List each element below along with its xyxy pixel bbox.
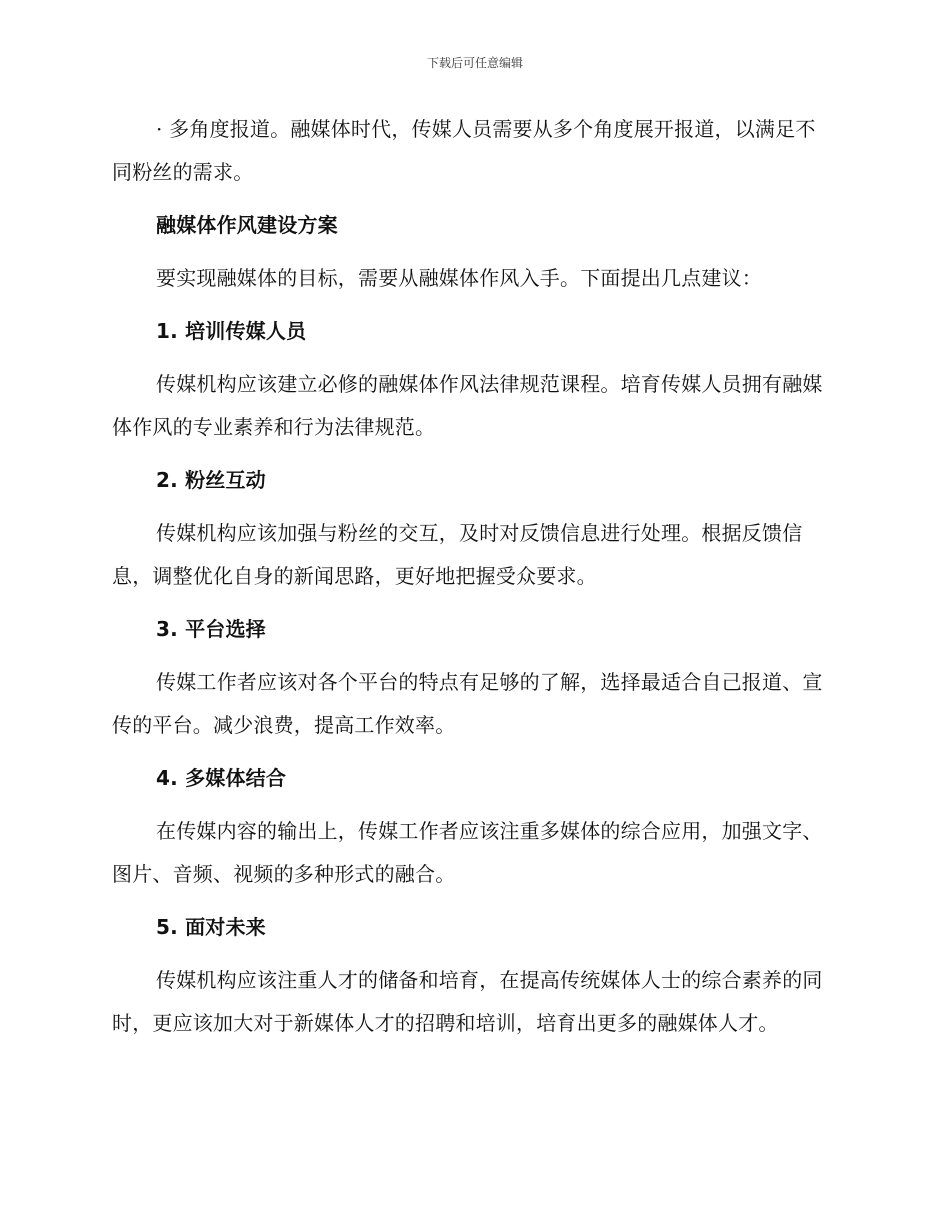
spacer bbox=[112, 949, 832, 959]
spacer bbox=[112, 598, 832, 608]
spacer bbox=[112, 800, 832, 810]
item-body-future: 传媒机构应该注重人才的储备和培育，在提高传统媒体人士的综合素养的同时，更应该加大对于新媒体人才的招聘和培训，培育出更多的融媒体人才。 bbox=[112, 968, 823, 1035]
item-body-fan-interaction: 传媒机构应该加强与粉丝的交互，及时对反馈信息进行处理。根据反馈信息，调整优化自身的新闻思路，更好地把握受众要求。 bbox=[112, 521, 803, 588]
item-title-platform-choice: 3. 平台选择 bbox=[156, 617, 266, 641]
spacer bbox=[112, 353, 832, 363]
spacer bbox=[112, 194, 832, 204]
item-title-training: 1. 培训传媒人员 bbox=[156, 319, 307, 343]
spacer bbox=[112, 300, 832, 310]
item-title-fan-interaction: 2. 粉丝互动 bbox=[156, 468, 266, 492]
spacer bbox=[112, 651, 832, 661]
page-header: 下载后可任意编辑 bbox=[426, 56, 523, 70]
spacer bbox=[112, 502, 832, 512]
item-body-platform-choice: 传媒工作者应该对各个平台的特点有足够的了解，选择最适合自己报道、宣传的平台。减少浪费，提高工作效率。 bbox=[112, 670, 823, 737]
item-title-multimedia: 4. 多媒体结合 bbox=[156, 766, 287, 790]
spacer bbox=[112, 247, 832, 257]
spacer bbox=[112, 747, 832, 757]
item-title-future: 5. 面对未来 bbox=[156, 915, 266, 939]
document-content bbox=[112, 108, 832, 1045]
spacer bbox=[112, 896, 832, 906]
item-body-training: 传媒机构应该建立必修的融媒体作风法律规范课程。培育传媒人员拥有融媒体作风的专业素养和行为法律规范。 bbox=[112, 372, 823, 439]
intro-bullet-paragraph: · 多角度报道。融媒体时代，传媒人员需要从多个角度展开报道，以满足不同粉丝的需求。 bbox=[112, 117, 816, 184]
section-intro-paragraph: 要实现融媒体的目标，需要从融媒体作风入手。下面提出几点建议： bbox=[156, 266, 762, 290]
item-body-multimedia: 在传媒内容的输出上，传媒工作者应该注重多媒体的综合应用，加强文字、图片、音频、视频的多种形式的融合。 bbox=[112, 819, 823, 886]
spacer bbox=[112, 449, 832, 459]
section-title: 融媒体作风建设方案 bbox=[156, 213, 338, 237]
